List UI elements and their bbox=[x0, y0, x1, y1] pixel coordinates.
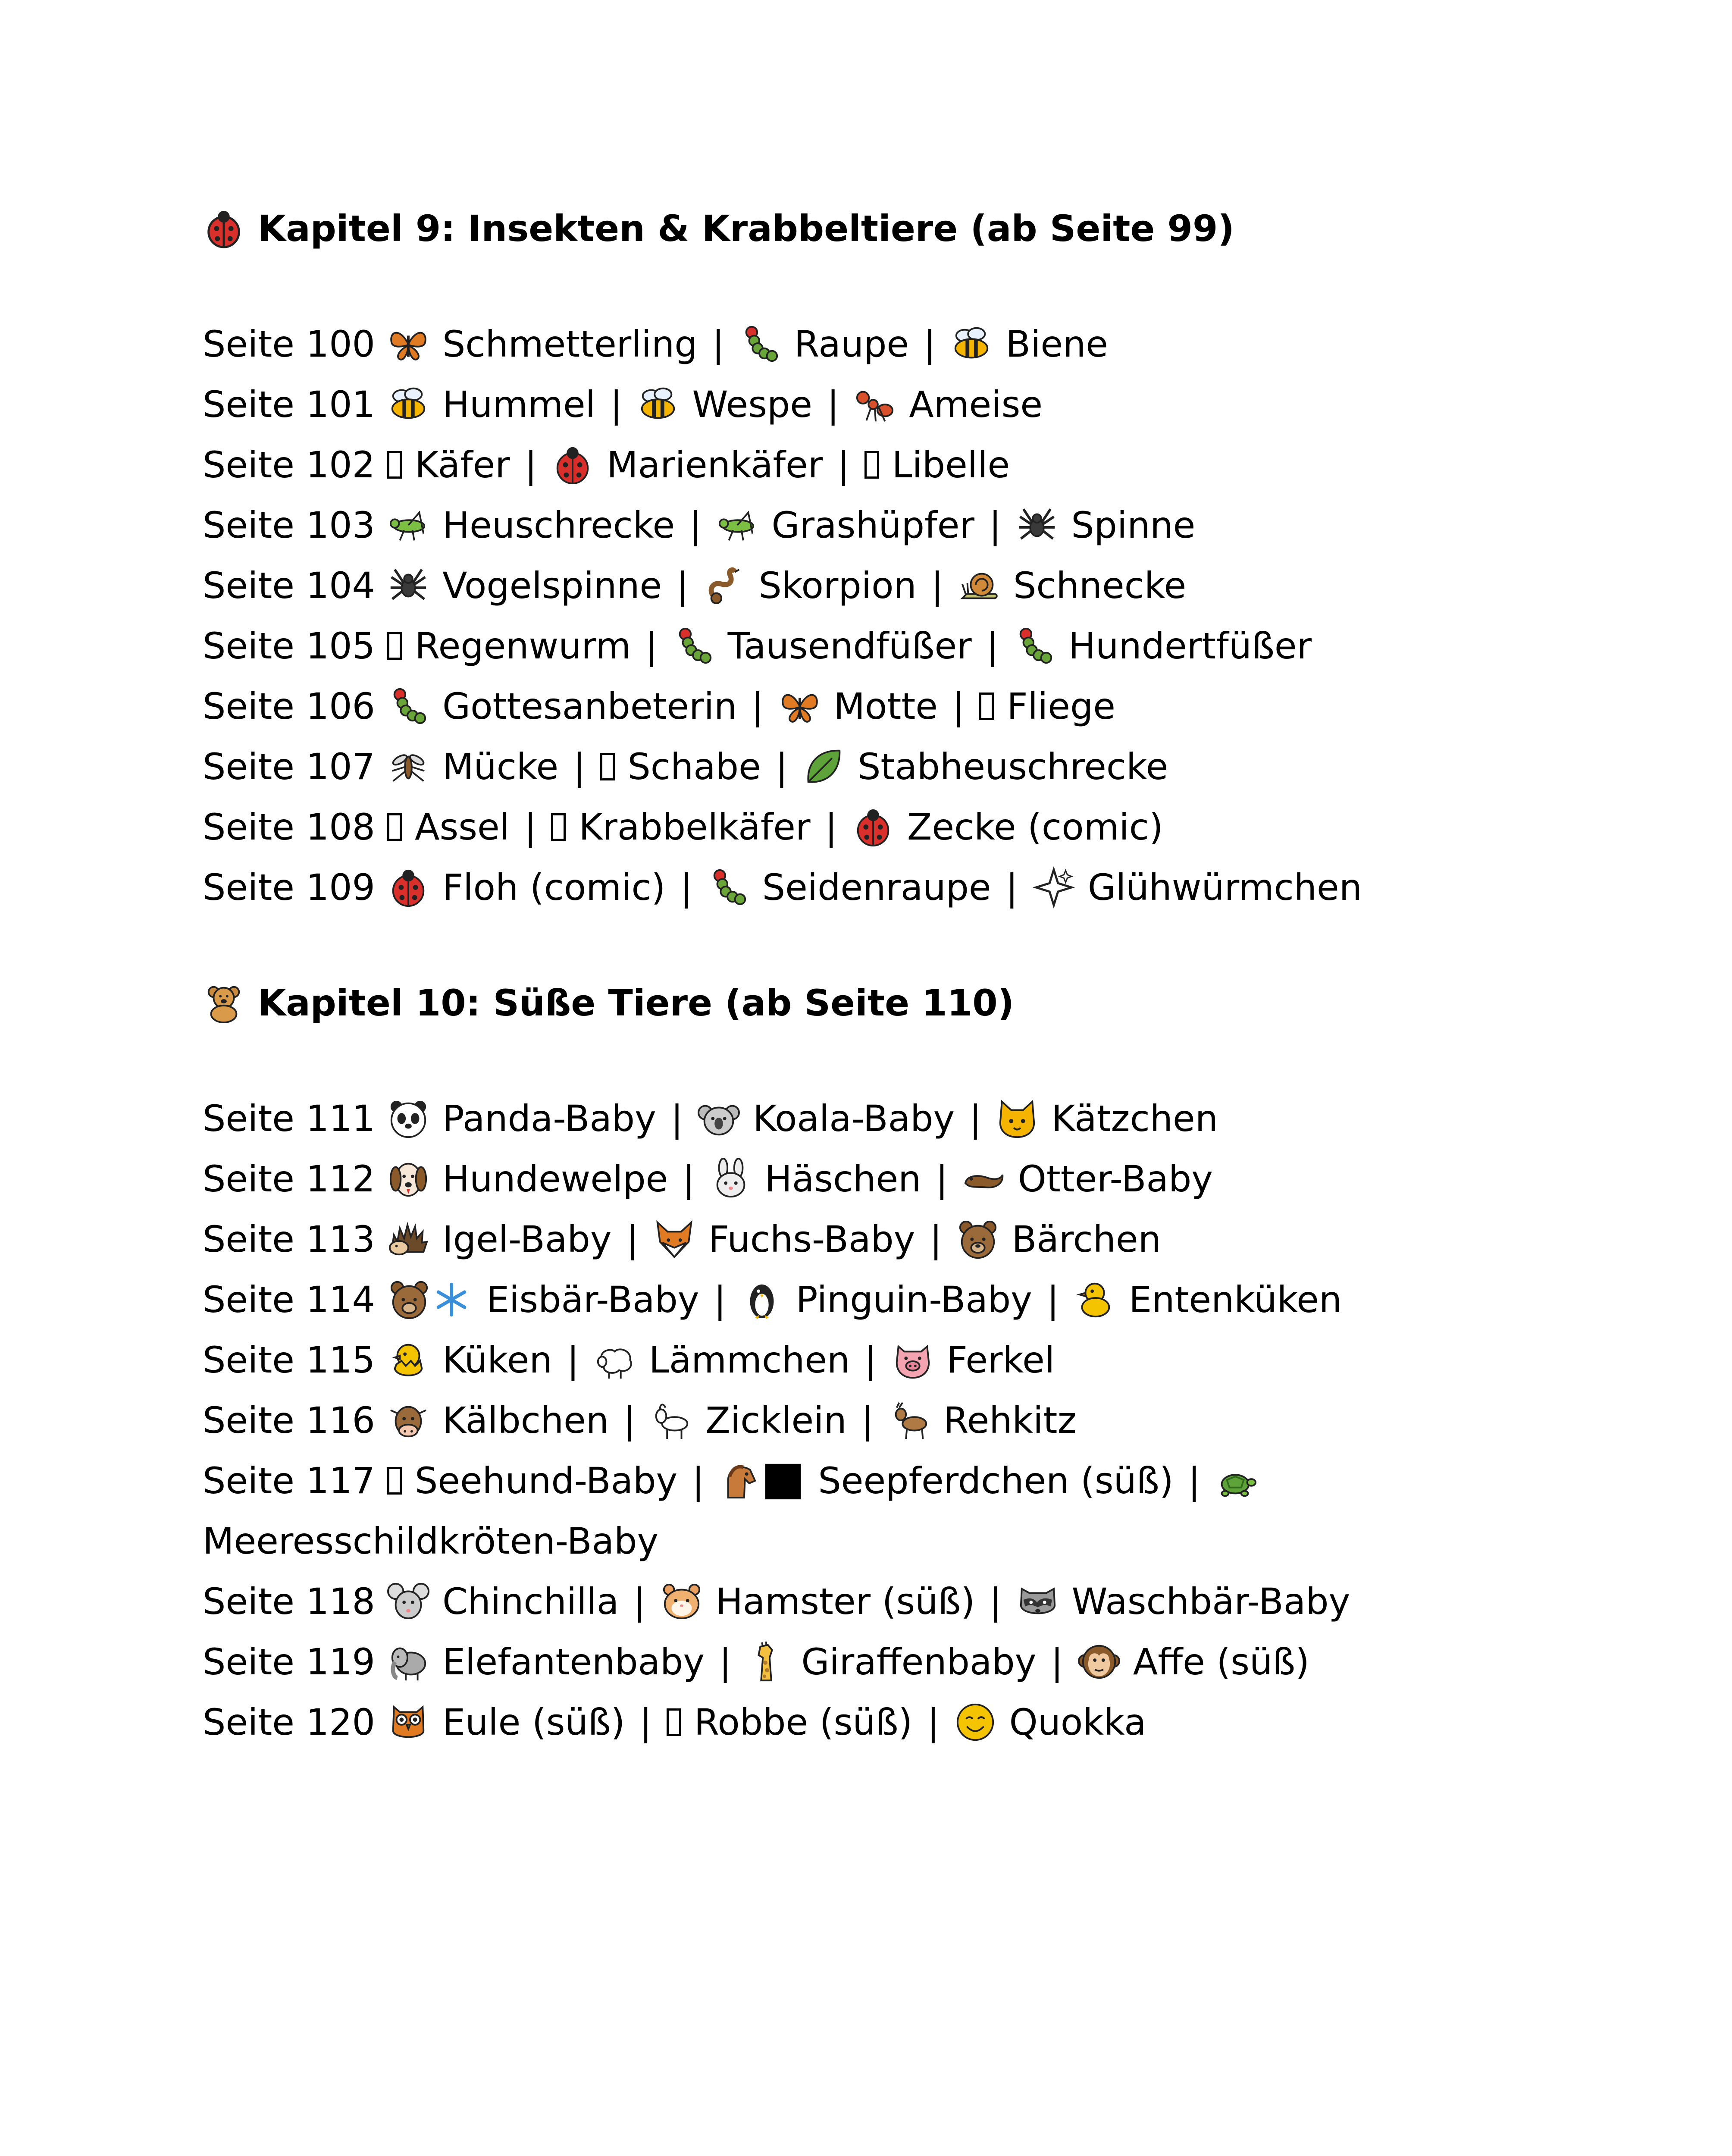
animal-name: Kätzchen bbox=[1051, 1097, 1218, 1140]
animal-name: Ferkel bbox=[946, 1339, 1055, 1381]
page-entry-row bbox=[203, 797, 1626, 857]
page-entry-row bbox=[203, 495, 1626, 555]
separator: | bbox=[1188, 1460, 1200, 1502]
page-number: Seite 114 bbox=[203, 1279, 375, 1321]
otter-icon bbox=[963, 1158, 1005, 1200]
cat-face-icon bbox=[996, 1097, 1038, 1140]
animal-name: Schnecke bbox=[1013, 564, 1187, 607]
chapter-9-list bbox=[203, 314, 1626, 918]
separator: | bbox=[924, 323, 936, 365]
elephant-icon bbox=[387, 1641, 429, 1683]
animal-name: Raupe bbox=[794, 323, 909, 365]
missing-glyph-icon bbox=[551, 813, 566, 841]
mouse-face-icon bbox=[387, 1580, 429, 1623]
animal-name: Eule (süß) bbox=[442, 1701, 625, 1743]
separator: | bbox=[524, 444, 537, 486]
horse-black-square-icon bbox=[719, 1460, 805, 1502]
raccoon-icon bbox=[1017, 1580, 1059, 1623]
page-number: Seite 109 bbox=[203, 866, 375, 909]
animal-name: Mücke bbox=[442, 746, 559, 788]
page-entry-row bbox=[203, 1632, 1626, 1692]
separator: | bbox=[927, 1701, 940, 1743]
animal-name: Meeresschildkröten-Baby bbox=[203, 1520, 659, 1562]
animal-name: Tausendfüßer bbox=[727, 625, 972, 667]
page-entry-row bbox=[203, 1330, 1626, 1390]
caterpillar-icon bbox=[387, 685, 429, 727]
missing-glyph-icon bbox=[864, 451, 879, 479]
penguin-icon bbox=[741, 1279, 783, 1321]
animal-name: Wespe bbox=[692, 383, 812, 426]
separator: | bbox=[936, 1158, 948, 1200]
animal-name: Spinne bbox=[1071, 504, 1196, 546]
missing-glyph-icon bbox=[667, 1708, 681, 1736]
page-number: Seite 115 bbox=[203, 1339, 375, 1381]
snail-icon bbox=[958, 564, 1000, 607]
sparkles-icon bbox=[1033, 866, 1075, 909]
missing-glyph-icon bbox=[387, 451, 402, 479]
page-entry-row bbox=[203, 1451, 1626, 1511]
page-entry-row bbox=[203, 1088, 1626, 1149]
caterpillar-icon bbox=[1013, 625, 1055, 667]
sheep-icon bbox=[594, 1339, 636, 1381]
page-entry-row bbox=[203, 676, 1626, 736]
separator: | bbox=[683, 1158, 695, 1200]
page-entry-row bbox=[203, 374, 1626, 435]
page-number: Seite 104 bbox=[203, 564, 375, 607]
animal-name: Schmetterling bbox=[442, 323, 698, 365]
animal-name: Hundertfüßer bbox=[1068, 625, 1312, 667]
page-entry-row bbox=[203, 555, 1626, 616]
animal-name: Skorpion bbox=[758, 564, 917, 607]
animal-name: Marienkäfer bbox=[607, 444, 823, 486]
separator: | bbox=[864, 1339, 877, 1381]
page-number: Seite 101 bbox=[203, 383, 375, 426]
animal-name: Seehund-Baby bbox=[414, 1460, 678, 1502]
separator: | bbox=[567, 1339, 579, 1381]
leaf-icon bbox=[802, 746, 845, 788]
animal-name: Ameise bbox=[909, 383, 1043, 426]
animal-name: Affe (süß) bbox=[1133, 1641, 1309, 1683]
animal-name: Grashüpfer bbox=[771, 504, 974, 546]
page-number: Seite 116 bbox=[203, 1399, 375, 1442]
hedgehog-icon bbox=[387, 1218, 429, 1260]
page-entry-row bbox=[203, 1390, 1626, 1451]
separator: | bbox=[524, 806, 537, 848]
separator: | bbox=[930, 1218, 942, 1260]
ladybug-icon bbox=[852, 806, 894, 848]
animal-name: Schabe bbox=[627, 746, 761, 788]
separator: | bbox=[931, 564, 944, 607]
dog-face-icon bbox=[387, 1158, 429, 1200]
bee-icon bbox=[387, 383, 429, 426]
page-entry-continuation bbox=[203, 1511, 1626, 1571]
page-number: Seite 113 bbox=[203, 1218, 375, 1260]
fox-icon bbox=[653, 1218, 695, 1260]
pig-face-icon bbox=[892, 1339, 934, 1381]
turtle-icon bbox=[1215, 1460, 1257, 1502]
spider-icon bbox=[1016, 504, 1058, 546]
separator: | bbox=[775, 746, 788, 788]
animal-name: Fuchs-Baby bbox=[708, 1218, 915, 1260]
page-number: Seite 112 bbox=[203, 1158, 375, 1200]
animal-name: Otter-Baby bbox=[1018, 1158, 1213, 1200]
hatching-chick-icon bbox=[387, 1339, 429, 1381]
page-number: Seite 120 bbox=[203, 1701, 375, 1743]
separator: | bbox=[825, 806, 837, 848]
separator: | bbox=[989, 504, 1002, 546]
koala-icon bbox=[698, 1097, 740, 1140]
separator: | bbox=[689, 504, 702, 546]
page-number: Seite 106 bbox=[203, 685, 375, 727]
animal-name: Zecke (comic) bbox=[907, 806, 1163, 848]
animal-name: Quokka bbox=[1009, 1701, 1146, 1743]
cricket-icon bbox=[387, 504, 429, 546]
animal-name: Käfer bbox=[414, 444, 510, 486]
animal-name: Glühwürmchen bbox=[1087, 866, 1362, 909]
page-entry-row bbox=[203, 1571, 1626, 1632]
animal-name: Stabheuschrecke bbox=[858, 746, 1168, 788]
separator: | bbox=[623, 1399, 636, 1442]
animal-name: Gottesanbeterin bbox=[442, 685, 737, 727]
chapter-9-title: Kapitel 9: Insekten & Krabbeltiere (ab Seite 99) bbox=[258, 207, 1234, 250]
panda-icon bbox=[387, 1097, 429, 1140]
separator: | bbox=[670, 1097, 683, 1140]
page-number: Seite 117 bbox=[203, 1460, 375, 1502]
giraffe-icon bbox=[746, 1641, 788, 1683]
animal-name: Eisbär-Baby bbox=[486, 1279, 699, 1321]
separator: | bbox=[692, 1460, 705, 1502]
separator: | bbox=[1046, 1279, 1059, 1321]
separator: | bbox=[837, 444, 850, 486]
animal-name: Seepferdchen (süß) bbox=[818, 1460, 1174, 1502]
page-entry-row bbox=[203, 1269, 1626, 1330]
separator: | bbox=[986, 625, 999, 667]
animal-name: Bärchen bbox=[1012, 1218, 1161, 1260]
ladybug-icon bbox=[203, 207, 245, 250]
goat-icon bbox=[650, 1399, 692, 1442]
separator: | bbox=[610, 383, 623, 426]
page-number: Seite 119 bbox=[203, 1641, 375, 1683]
owl-icon bbox=[387, 1701, 429, 1743]
bee-icon bbox=[637, 383, 679, 426]
animal-name: Elefantenbaby bbox=[442, 1641, 705, 1683]
animal-name: Motte bbox=[833, 685, 938, 727]
separator: | bbox=[639, 1701, 652, 1743]
separator: | bbox=[680, 866, 692, 909]
deer-icon bbox=[888, 1399, 930, 1442]
animal-name: Seidenraupe bbox=[762, 866, 991, 909]
cow-face-icon bbox=[387, 1399, 429, 1442]
missing-glyph-icon bbox=[979, 693, 994, 720]
page-number: Seite 107 bbox=[203, 746, 375, 788]
page-number: Seite 105 bbox=[203, 625, 375, 667]
caterpillar-icon bbox=[673, 625, 715, 667]
animal-name: Häschen bbox=[764, 1158, 921, 1200]
bear-icon bbox=[957, 1218, 999, 1260]
missing-glyph-icon bbox=[600, 753, 615, 780]
animal-name: Fliege bbox=[1007, 685, 1115, 727]
separator: | bbox=[969, 1097, 982, 1140]
page-number: Seite 100 bbox=[203, 323, 375, 365]
page-entry-row bbox=[203, 1209, 1626, 1269]
teddy-bear-icon bbox=[203, 982, 245, 1024]
separator: | bbox=[712, 323, 724, 365]
animal-name: Hundewelpe bbox=[442, 1158, 668, 1200]
animal-name: Assel bbox=[414, 806, 510, 848]
chapter-9-heading bbox=[203, 203, 1626, 254]
animal-name: Chinchilla bbox=[442, 1580, 619, 1623]
page-number: Seite 111 bbox=[203, 1097, 375, 1140]
animal-name: Krabbelkäfer bbox=[579, 806, 811, 848]
butterfly-icon bbox=[779, 685, 821, 727]
page-number: Seite 103 bbox=[203, 504, 375, 546]
butterfly-icon bbox=[387, 323, 429, 365]
missing-glyph-icon bbox=[387, 632, 402, 660]
ladybug-icon bbox=[387, 866, 429, 909]
separator: | bbox=[719, 1641, 732, 1683]
animal-name: Koala-Baby bbox=[753, 1097, 955, 1140]
page-entry-row bbox=[203, 435, 1626, 495]
animal-name: Rehkitz bbox=[943, 1399, 1077, 1442]
page-entry-row bbox=[203, 1692, 1626, 1752]
animal-name: Entenküken bbox=[1129, 1279, 1342, 1321]
separator: | bbox=[677, 564, 689, 607]
page-entry-row bbox=[203, 616, 1626, 676]
animal-name: Biene bbox=[1005, 323, 1108, 365]
mosquito-icon bbox=[387, 746, 429, 788]
rabbit-face-icon bbox=[710, 1158, 752, 1200]
separator: | bbox=[645, 625, 658, 667]
animal-name: Zicklein bbox=[705, 1399, 847, 1442]
scorpion-icon bbox=[704, 564, 746, 607]
missing-glyph-icon bbox=[387, 1467, 402, 1495]
animal-name: Vogelspinne bbox=[442, 564, 662, 607]
separator: | bbox=[714, 1279, 726, 1321]
animal-name: Kälbchen bbox=[442, 1399, 609, 1442]
animal-name: Hummel bbox=[442, 383, 596, 426]
animal-name: Regenwurm bbox=[414, 625, 631, 667]
animal-name: Lämmchen bbox=[649, 1339, 850, 1381]
separator: | bbox=[633, 1580, 646, 1623]
chapter-10-list bbox=[203, 1088, 1626, 1752]
spider-icon bbox=[387, 564, 429, 607]
page-entry-row bbox=[203, 736, 1626, 797]
page-number: Seite 118 bbox=[203, 1580, 375, 1623]
animal-name: Libelle bbox=[892, 444, 1010, 486]
page-number: Seite 108 bbox=[203, 806, 375, 848]
chick-icon bbox=[1074, 1279, 1116, 1321]
separator: | bbox=[861, 1399, 874, 1442]
animal-name: Waschbär-Baby bbox=[1071, 1580, 1350, 1623]
animal-name: Giraffenbaby bbox=[801, 1641, 1037, 1683]
animal-name: Heuschrecke bbox=[442, 504, 675, 546]
animal-name: Küken bbox=[442, 1339, 552, 1381]
page-entry-row bbox=[203, 857, 1626, 918]
animal-name: Robbe (süß) bbox=[694, 1701, 913, 1743]
ladybug-icon bbox=[551, 444, 594, 486]
separator: | bbox=[952, 685, 965, 727]
caterpillar-icon bbox=[707, 866, 749, 909]
page-number: Seite 102 bbox=[203, 444, 375, 486]
separator: | bbox=[573, 746, 586, 788]
bee-icon bbox=[950, 323, 993, 365]
cricket-icon bbox=[716, 504, 758, 546]
chapter-10-title: Kapitel 10: Süße Tiere (ab Seite 110) bbox=[258, 982, 1015, 1024]
separator: | bbox=[752, 685, 764, 727]
page-entry-row bbox=[203, 314, 1626, 374]
bear-snowflake-icon bbox=[387, 1279, 473, 1321]
separator: | bbox=[1051, 1641, 1063, 1683]
missing-glyph-icon bbox=[387, 813, 402, 841]
ant-icon bbox=[854, 383, 896, 426]
monkey-face-icon bbox=[1078, 1641, 1120, 1683]
smiling-face-icon bbox=[954, 1701, 996, 1743]
chapter-10-heading bbox=[203, 977, 1626, 1029]
separator: | bbox=[827, 383, 839, 426]
animal-name: Hamster (süß) bbox=[715, 1580, 975, 1623]
caterpillar-icon bbox=[739, 323, 781, 365]
separator: | bbox=[990, 1580, 1002, 1623]
document-content bbox=[203, 203, 1626, 1752]
hamster-icon bbox=[661, 1580, 703, 1623]
page-entry-row bbox=[203, 1149, 1626, 1209]
animal-name: Floh (comic) bbox=[442, 866, 666, 909]
animal-name: Pinguin-Baby bbox=[796, 1279, 1032, 1321]
separator: | bbox=[626, 1218, 639, 1260]
separator: | bbox=[1005, 866, 1018, 909]
animal-name: Panda-Baby bbox=[442, 1097, 656, 1140]
animal-name: Igel-Baby bbox=[442, 1218, 612, 1260]
